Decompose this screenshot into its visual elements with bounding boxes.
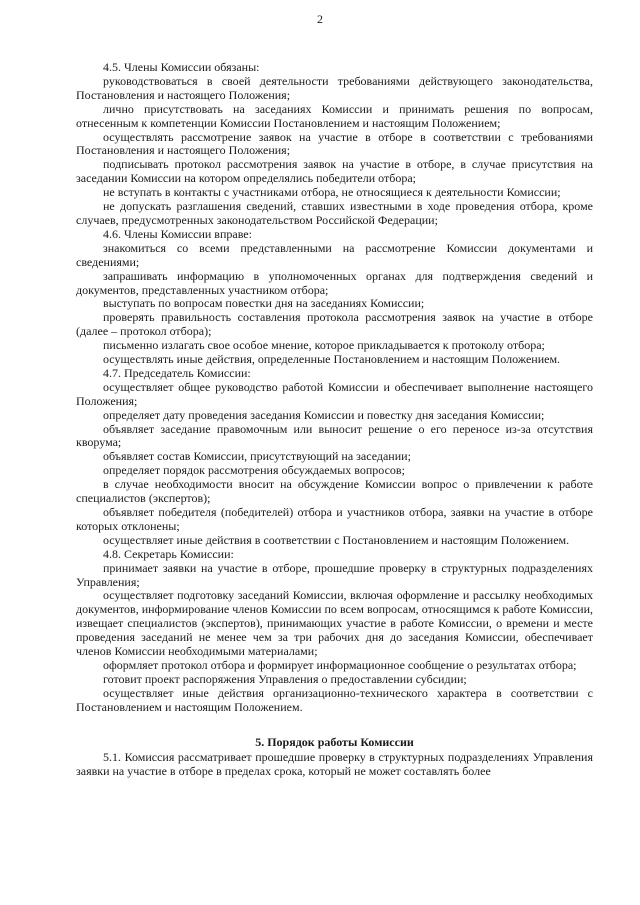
paragraph: определяет дату проведения заседания Комиссии и повестку дня заседания Комиссии;	[103, 407, 545, 422]
paragraph: проверять правильность составления протокола рассмотрения заявок на участие в отборе (далее – протокол отбора);	[76, 310, 593, 339]
paragraph: осуществлять рассмотрение заявок на участие в отборе в соответствии с требованиями Постановления и настоящего Положения;	[76, 129, 593, 158]
paragraph: выступать по вопросам повестки дня на заседаниях Комиссии;	[103, 296, 425, 311]
paragraph: готовит проект распоряжения Управления о предоставлении субсидии;	[103, 671, 467, 686]
document-body	[76, 61, 593, 778]
section-title: 5. Порядок работы Комиссии	[255, 734, 414, 749]
paragraph: объявляет состав Комиссии, присутствующий на заседании;	[103, 449, 411, 464]
paragraph: принимает заявки на участие в отборе, прошедшие проверку в структурных подразделениях Управления;	[76, 560, 593, 589]
paragraph: 4.6. Члены Комиссии вправе:	[103, 226, 252, 241]
paragraph: 4.8. Секретарь Комиссии:	[103, 546, 234, 561]
paragraph: знакомиться со всеми представленными на рассмотрение Комиссии документами и сведениями;	[76, 240, 593, 269]
paragraph: лично присутствовать на заседаниях Комиссии и принимать решения по вопросам, отнесенным к компетенции Комиссии Постановлением и настоящим Положением;	[76, 101, 593, 130]
paragraph: оформляет протокол отбора и формирует информационное сообщение о результатах отбора;	[103, 657, 577, 672]
section-4-paragraphs	[76, 61, 593, 715]
paragraph: не допускать разглашения сведений, ставших известными в ходе проведения отбора, кроме случаев, предусмотренных законодательством Российской Федерации;	[76, 199, 593, 227]
paragraph: осуществляет иные действия организационно-технического характера в соответствии с Постановлением и настоящим Положением.	[76, 685, 593, 714]
paragraph: осуществляет подготовку заседаний Комиссии, включая оформление и рассылку необходимых документов, информирование членов Комиссии по всем вопросам, относящимся к работе Комиссии, извещает специалистов (экспертов), принимающих участие в работе Комиссии, о времени и месте проведения заседаний не менее чем за три рабочих дня до заседания Комиссии, обеспечивает членов Комиссии необходимыми материалами;	[76, 588, 593, 659]
paragraph: 4.5. Члены Комиссии обязаны:	[103, 60, 260, 74]
paragraph: в случае необходимости вносит на обсуждение Комиссии вопрос о привлечении к работе специалистов (экспертов);	[76, 477, 593, 506]
paragraph: определяет порядок рассмотрения обсуждаемых вопросов;	[103, 463, 405, 478]
paragraph: запрашивать информацию в уполномоченных органах для подтверждения сведений и документов, представленных участником отбора;	[76, 268, 593, 297]
page-number: 2	[317, 12, 323, 26]
paragraph: осуществляет общее руководство работой Комиссии и обеспечивает выполнение настоящего Положения;	[76, 379, 593, 408]
paragraph: руководствоваться в своей деятельности требованиями действующего законодательства, Постановления и настоящего Положения;	[76, 73, 593, 102]
section-5-paragraphs	[76, 751, 593, 779]
paragraph: письменно излагать свое особое мнение, которое прикладывается к протоколу отбора;	[103, 338, 545, 353]
paragraph: объявляет победителя (победителей) отбора и участников отбора, заявки на участие в отборе которых отклонены;	[76, 505, 593, 533]
paragraph: 4.7. Председатель Комиссии:	[103, 365, 251, 380]
paragraph: объявляет заседание правомочным или выносит решение о его переносе из-за отсутствия кворума;	[76, 421, 593, 450]
paragraph: осуществляет иные действия в соответствии с Постановлением и настоящим Положением.	[103, 532, 570, 547]
paragraph: подписывать протокол рассмотрения заявок на участие в отборе, в случае присутствия на заседании Комиссии на котором определялись победители отбора;	[76, 157, 593, 186]
paragraph: не вступать в контакты с участниками отбора, не относящиеся к деятельности Комиссии;	[103, 185, 561, 200]
paragraph: осуществлять иные действия, определенные Постановлением и настоящим Положением.	[103, 352, 561, 367]
paragraph: 5.1. Комиссия рассматривает прошедшие проверку в структурных подразделениях Управления заявки на участие в отборе в пределах срока, который не может составлять более	[76, 749, 593, 778]
